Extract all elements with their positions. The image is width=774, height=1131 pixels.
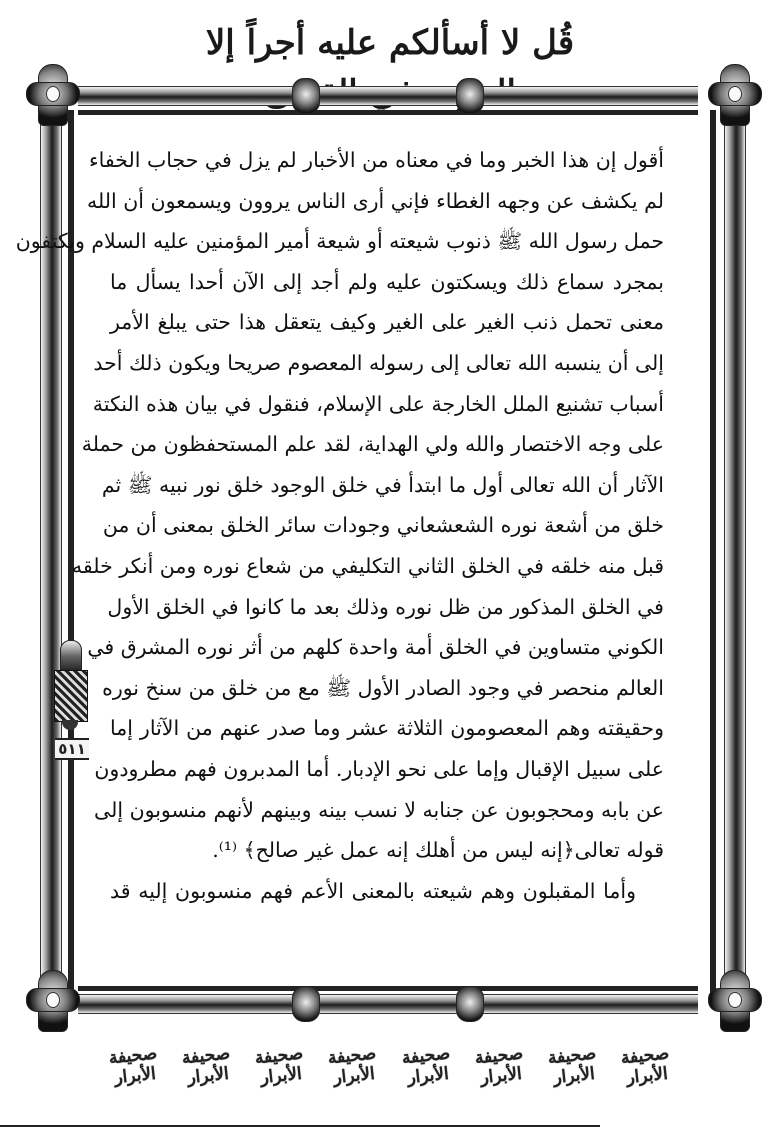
text-line: معنى تحمل ذنب الغير على الغير وكيف يتعقل هذا حتى يبلغ الأمر — [110, 310, 664, 335]
frame-top-bar — [78, 86, 698, 106]
footer-calligraphy: صحيفة الأبرار — [327, 1043, 378, 1089]
bottom-center-ornament-left — [292, 986, 320, 1022]
footer-calligraphy: صحيفة الأبرار — [181, 1043, 232, 1089]
frame-right-inner-line — [710, 110, 716, 995]
lantern-ornament — [50, 640, 90, 730]
frame-bottom-inner-line — [78, 986, 698, 991]
text-line: أسباب تشنيع الملل الخارجة على الإسلام، فنقول في بيان هذه النكتة — [92, 391, 664, 416]
text-line: وحقيقته وهم المعصومون الثلاثة عشر وما صدر عنهم من الآثار إما — [110, 716, 664, 741]
footer-calligraphy: صحيفة الأبرار — [400, 1043, 451, 1089]
bottom-rule — [0, 1125, 600, 1127]
text-line: وأما المقبلون وهم شيعته بالمعنى الأعم فهم منسوبون إليه قد — [110, 878, 636, 903]
top-center-ornament-left — [292, 78, 320, 114]
top-center-ornament-right — [456, 78, 484, 114]
bottom-center-ornament-right — [456, 986, 484, 1022]
text-line: إلى أن ينسبه الله تعالى إلى رسوله المعصوم صريحا ويكون ذلك أحد — [93, 350, 664, 375]
text-line: بمجرد سماع ذلك ويسكتون عليه ولم أجد إلى الآن أحدا يسأل ما — [110, 269, 664, 294]
text-line: في الخلق المذكور من ظل نوره وذلك بعد ما كانوا في الخلق الأول — [107, 594, 664, 619]
text-line: على وجه الاختصار والله ولي الهداية، لقد علم المستحفظون من حملة — [81, 432, 664, 457]
footer-calligraphy: صحيفة الأبرار — [546, 1043, 597, 1089]
text-line: قبل منه خلقه في الخلق الثاني التكليفي من شعاع نوره ومن أنكر خلقه — [71, 553, 664, 578]
page-number: ٥١١ — [55, 738, 89, 760]
text-line: الآثار أن الله تعالى أول ما ابتدأ في خلق الوجود خلق نور نبيه ﷺ ثم — [101, 472, 664, 497]
text-line: أقول إن هذا الخبر وما في معناه من الأخبار لم يزل في حجاب الخفاء — [89, 148, 664, 172]
text-line: على سبيل الإقبال وإما على نحو الإدبار. أما المدبرون فهم مطرودون — [94, 756, 664, 781]
footer-calligraphy: صحيفة الأبرار — [254, 1043, 305, 1089]
text-line: لم يكشف عن وجهه الغطاء فإني أرى الناس يروون ويسمعون أن الله — [87, 188, 664, 213]
corner-ornament-bottom-right — [704, 966, 764, 1036]
text-line: العالم منحصر في وجود الصادر الأول ﷺ مع من خلق من سنخ نوره — [102, 675, 664, 700]
footer-calligraphy: صحيفة الأبرار — [107, 1043, 159, 1089]
corner-ornament-bottom-left — [22, 966, 82, 1036]
corner-ornament-top-right — [704, 60, 764, 130]
corner-ornament-top-left — [22, 60, 82, 130]
text-line: خلق من أشعة نوره الشعشعاني وجودات سائر الخلق بمعنى أن من — [102, 513, 664, 538]
text-line: قوله تعالى﴿إنه ليس من أهلك إنه عمل غير صالح﴾ ⁽¹⁾. — [212, 838, 664, 863]
footer-calligraphy: صحيفة الأبرار — [473, 1043, 524, 1089]
text-line: عن بابه ومحجوبون عن جنابه لا نسب بينه وبينهم لأنهم منسوبون إلى — [94, 797, 664, 822]
frame-right-bar — [724, 110, 746, 995]
page-header-title: قُل لا أسألكم عليه أجراً إلا — [205, 23, 575, 63]
footer-calligraphy-row — [100, 1036, 680, 1096]
text-line: الكوني متساوين في الخلق أمة واحدة كلهم من أثر نوره المشرق في — [87, 635, 664, 660]
frame-bottom-bar — [78, 994, 698, 1014]
text-line: حمل رسول الله ﷺ ذنوب شيعته أو شيعة أمير المؤمنين عليه السلام ويكتفون — [15, 229, 664, 254]
footer-calligraphy: صحيفة الأبرار — [619, 1043, 670, 1089]
frame-top-inner-line — [78, 110, 698, 115]
